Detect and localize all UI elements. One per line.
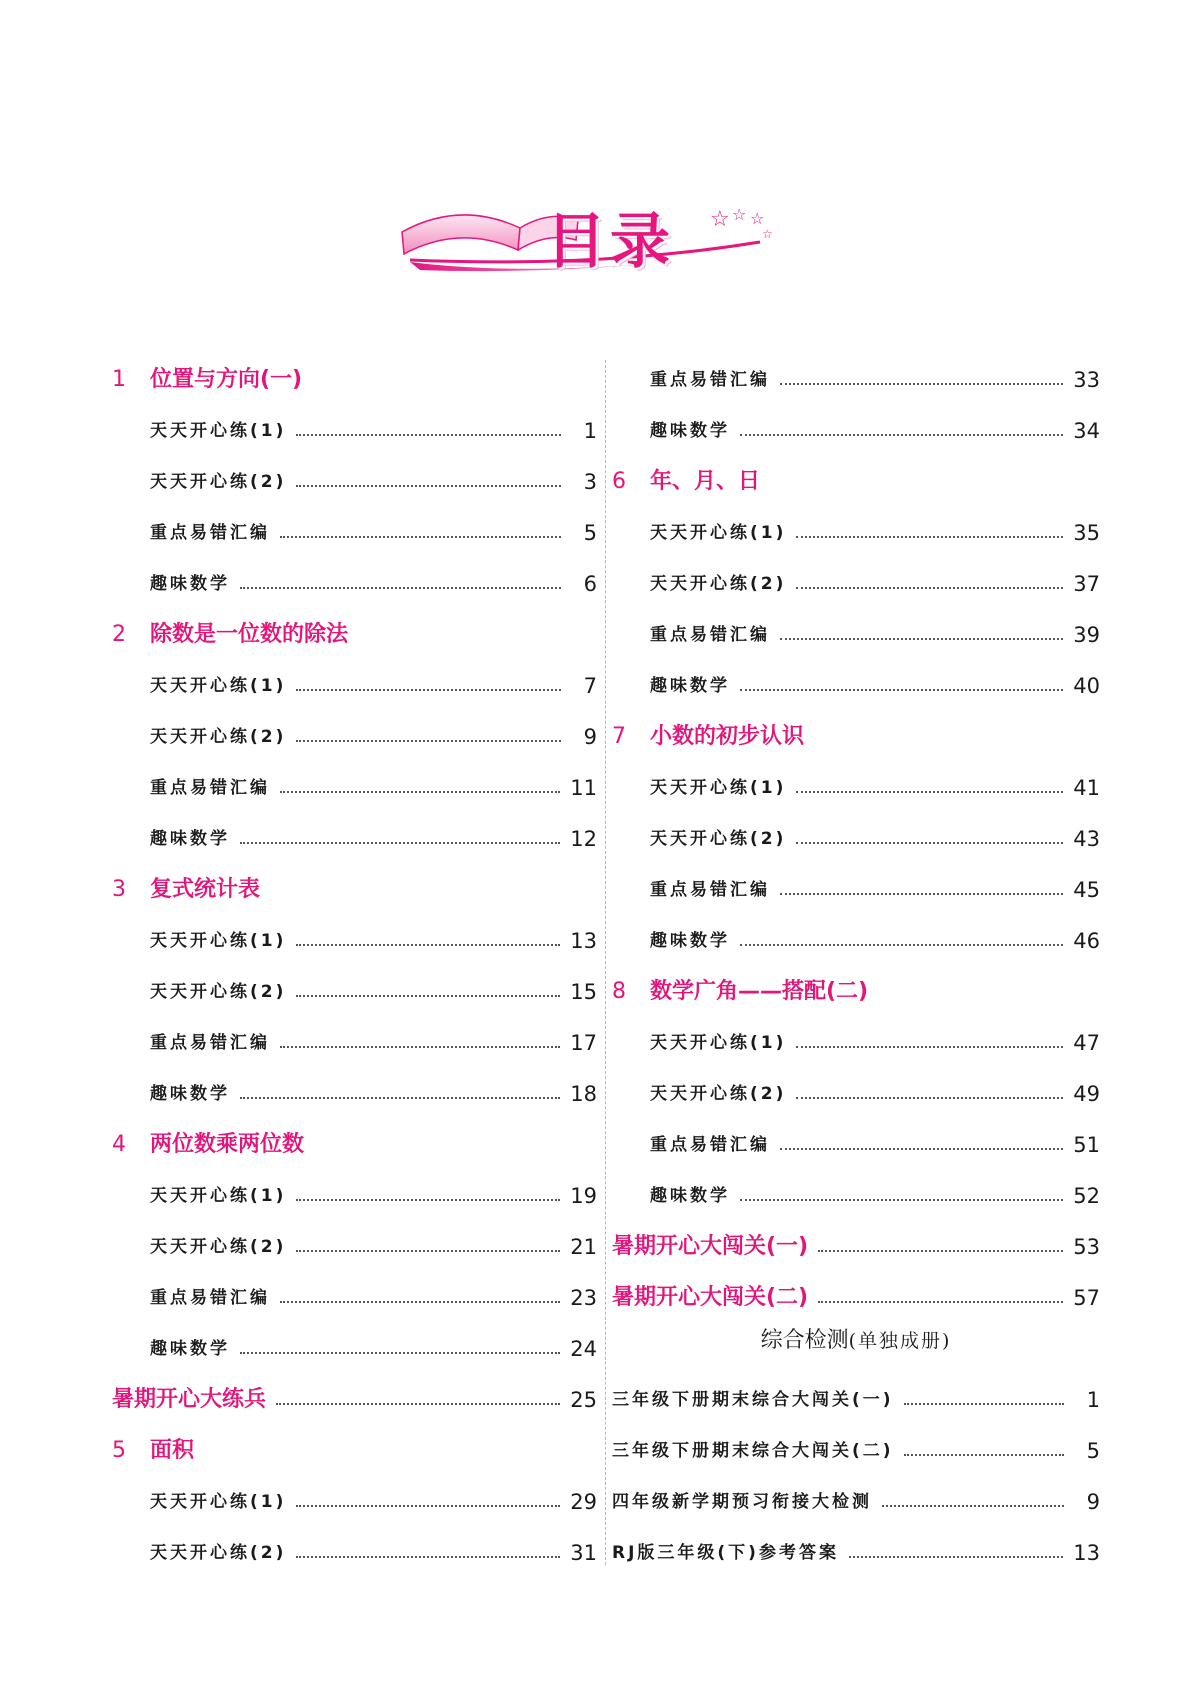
svg-text:☆: ☆ [710, 207, 730, 232]
toc-chapter[interactable] [612, 711, 1100, 762]
toc-banner [400, 180, 820, 290]
toc-entry[interactable] [112, 1476, 597, 1527]
page-number: 53 [1073, 1234, 1100, 1259]
dot-leader [904, 1454, 1064, 1456]
page-number: 11 [570, 775, 597, 800]
toc-entry[interactable] [112, 966, 597, 1017]
special-label: 暑期开心大闯关(二) [612, 1284, 809, 1310]
page-number: 33 [1073, 367, 1100, 392]
entry-label: 趣味数学 [150, 1338, 230, 1359]
toc-entry[interactable] [112, 1068, 597, 1119]
section-heading [612, 1323, 1100, 1374]
toc-entry[interactable] [112, 1272, 597, 1323]
toc-entry[interactable] [112, 456, 597, 507]
toc-entry[interactable] [112, 1323, 597, 1374]
toc-entry[interactable] [612, 1170, 1100, 1221]
chapter-number: 2 [112, 621, 126, 647]
toc-chapter[interactable] [112, 354, 597, 405]
toc-entry[interactable] [112, 762, 597, 813]
toc-special-entry[interactable] [112, 1374, 597, 1425]
page-number: 46 [1073, 928, 1100, 953]
toc-test-entry[interactable] [612, 1425, 1100, 1476]
dot-leader [780, 638, 1063, 640]
dot-leader [240, 842, 560, 844]
page-number: 35 [1073, 520, 1100, 545]
entry-label: 三年级下册期末综合大闯关(二) [612, 1440, 894, 1461]
entry-label: 天天开心练(2) [150, 981, 287, 1002]
chapter-number: 8 [612, 978, 626, 1004]
toc-entry[interactable] [112, 1170, 597, 1221]
toc-entry[interactable] [112, 1221, 597, 1272]
chapter-title: 位置与方向(一) [150, 366, 303, 392]
toc-entry[interactable] [612, 354, 1100, 405]
dot-leader [796, 842, 1063, 844]
toc-chapter[interactable] [112, 864, 597, 915]
page-number: 5 [1086, 1438, 1100, 1463]
entry-label: 天天开心练(2) [650, 828, 787, 849]
page-number: 15 [570, 979, 597, 1004]
toc-entry[interactable] [112, 405, 597, 456]
dot-leader [796, 1097, 1063, 1099]
entry-label: 天天开心练(1) [150, 420, 287, 441]
dot-leader [240, 1352, 560, 1354]
dot-leader [796, 791, 1063, 793]
page-number: 49 [1073, 1081, 1100, 1106]
dot-leader [904, 1403, 1064, 1405]
entry-label: 趣味数学 [650, 420, 730, 441]
section-note: (单独成册) [848, 1330, 952, 1352]
entry-label: 天天开心练(1) [650, 522, 787, 543]
toc-chapter[interactable] [612, 966, 1100, 1017]
dot-leader [780, 893, 1063, 895]
page-number: 13 [570, 928, 597, 953]
toc-entry[interactable] [612, 1119, 1100, 1170]
dot-leader [240, 1097, 560, 1099]
toc-entry[interactable] [612, 609, 1100, 660]
entry-label: 天天开心练(2) [150, 1542, 287, 1563]
dot-leader [296, 689, 561, 691]
dot-leader [740, 1199, 1063, 1201]
chapter-title: 除数是一位数的除法 [150, 621, 349, 647]
entry-label: 趣味数学 [150, 1083, 230, 1104]
dot-leader [849, 1556, 1063, 1558]
chapter-number: 3 [112, 876, 126, 902]
chapter-title: 数学广角——搭配(二) [650, 978, 869, 1004]
entry-label: 重点易错汇编 [650, 624, 770, 645]
dot-leader [818, 1250, 1063, 1252]
entry-label: 天天开心练(1) [650, 777, 787, 798]
entry-label: 天天开心练(1) [150, 1491, 287, 1512]
page-number: 7 [583, 673, 597, 698]
page-number: 31 [570, 1540, 597, 1565]
dot-leader [280, 791, 560, 793]
toc-entry[interactable] [612, 813, 1100, 864]
toc-special-entry[interactable] [612, 1272, 1100, 1323]
entry-label: 天天开心练(1) [150, 1185, 287, 1206]
entry-label: 三年级下册期末综合大闯关(一) [612, 1389, 894, 1410]
dot-leader [280, 1046, 560, 1048]
toc-entry[interactable] [112, 915, 597, 966]
page-number: 45 [1073, 877, 1100, 902]
toc-chapter[interactable] [612, 456, 1100, 507]
column-divider [605, 360, 606, 1565]
dot-leader [780, 383, 1063, 385]
dot-leader [280, 1301, 560, 1303]
toc-entry[interactable] [612, 558, 1100, 609]
dot-leader [796, 587, 1063, 589]
dot-leader [740, 689, 1063, 691]
toc-entry[interactable] [112, 711, 597, 762]
toc-chapter[interactable] [112, 1119, 597, 1170]
entry-label: 重点易错汇编 [650, 1134, 770, 1155]
toc-entry[interactable] [112, 813, 597, 864]
toc-entry[interactable] [612, 1068, 1100, 1119]
chapter-title: 面积 [150, 1437, 195, 1463]
dot-leader [818, 1301, 1063, 1303]
page-number: 25 [570, 1387, 597, 1412]
page-number: 21 [570, 1234, 597, 1259]
toc-entry[interactable] [612, 915, 1100, 966]
dot-leader [296, 1505, 560, 1507]
entry-label: 重点易错汇编 [650, 369, 770, 390]
page-number: 51 [1073, 1132, 1100, 1157]
chapter-title: 复式统计表 [150, 876, 261, 902]
toc-entry[interactable] [112, 660, 597, 711]
entry-label: 天天开心练(1) [150, 675, 287, 696]
toc-title: 目录 [546, 207, 674, 277]
page-number: 24 [570, 1336, 597, 1361]
dot-leader [780, 1148, 1063, 1150]
page-number: 5 [583, 520, 597, 545]
toc-left-column [112, 354, 597, 1578]
page-number: 12 [570, 826, 597, 851]
chapter-number: 4 [112, 1131, 126, 1157]
toc-entry[interactable] [612, 762, 1100, 813]
entry-label: RJ版三年级(下)参考答案 [612, 1542, 839, 1563]
page-number: 1 [583, 418, 597, 443]
page-number: 47 [1073, 1030, 1100, 1055]
svg-text:☆: ☆ [762, 227, 773, 241]
toc-entry[interactable] [112, 1527, 597, 1578]
toc-special-entry[interactable] [612, 1221, 1100, 1272]
page-number: 17 [570, 1030, 597, 1055]
page-number: 18 [570, 1081, 597, 1106]
toc-test-entry[interactable] [612, 1527, 1100, 1578]
dot-leader [296, 1199, 560, 1201]
page-number: 19 [570, 1183, 597, 1208]
toc-entry[interactable] [612, 660, 1100, 711]
page-number: 57 [1073, 1285, 1100, 1310]
entry-label: 天天开心练(1) [150, 930, 287, 951]
toc-right-column [612, 354, 1100, 1578]
entry-label: 重点易错汇编 [150, 522, 270, 543]
toc-test-entry[interactable] [612, 1374, 1100, 1425]
chapter-number: 7 [612, 723, 626, 749]
dot-leader [280, 536, 561, 538]
dot-leader [296, 1250, 560, 1252]
entry-label: 天天开心练(2) [150, 1236, 287, 1257]
dot-leader [276, 1403, 560, 1405]
page-number: 6 [583, 571, 597, 596]
entry-label: 重点易错汇编 [150, 777, 270, 798]
dot-leader [296, 740, 561, 742]
page-number: 34 [1073, 418, 1100, 443]
svg-text:☆: ☆ [750, 209, 765, 228]
toc-test-entry[interactable] [612, 1476, 1100, 1527]
entry-label: 天天开心练(2) [650, 573, 787, 594]
entry-label: 趣味数学 [650, 1185, 730, 1206]
entry-label: 趣味数学 [150, 573, 230, 594]
chapter-number: 1 [112, 366, 126, 392]
toc-entry[interactable] [112, 507, 597, 558]
toc-entry[interactable] [612, 1017, 1100, 1068]
chapter-number: 6 [612, 468, 626, 494]
entry-label: 重点易错汇编 [650, 879, 770, 900]
dot-leader [882, 1505, 1064, 1507]
entry-label: 四年级新学期预习衔接大检测 [612, 1491, 872, 1512]
page-number: 52 [1073, 1183, 1100, 1208]
entry-label: 天天开心练(2) [650, 1083, 787, 1104]
chapter-number: 5 [112, 1437, 126, 1463]
dot-leader [740, 434, 1063, 436]
dot-leader [296, 1556, 560, 1558]
svg-text:☆: ☆ [732, 205, 747, 224]
toc-entry[interactable] [612, 864, 1100, 915]
page-number: 39 [1073, 622, 1100, 647]
special-label: 暑期开心大闯关(一) [612, 1233, 809, 1259]
page-number: 1 [1086, 1387, 1100, 1412]
toc-entry[interactable] [112, 558, 597, 609]
entry-label: 天天开心练(2) [150, 471, 287, 492]
dot-leader [796, 536, 1063, 538]
toc-entry[interactable] [612, 405, 1100, 456]
dot-leader [296, 485, 561, 487]
page-number: 23 [570, 1285, 597, 1310]
entry-label: 重点易错汇编 [150, 1032, 270, 1053]
page-number: 37 [1073, 571, 1100, 596]
toc-chapter[interactable] [112, 609, 597, 660]
chapter-title: 小数的初步认识 [650, 723, 805, 749]
dot-leader [740, 944, 1063, 946]
entry-label: 趣味数学 [150, 828, 230, 849]
dot-leader [296, 995, 560, 997]
entry-label: 重点易错汇编 [150, 1287, 270, 1308]
dot-leader [296, 944, 560, 946]
toc-entry[interactable] [112, 1017, 597, 1068]
entry-label: 趣味数学 [650, 675, 730, 696]
page-number: 13 [1073, 1540, 1100, 1565]
section-title: 综合检测 [760, 1328, 849, 1353]
page-number: 9 [583, 724, 597, 749]
page-number: 29 [570, 1489, 597, 1514]
entry-label: 趣味数学 [650, 930, 730, 951]
page-number: 3 [583, 469, 597, 494]
page-number: 43 [1073, 826, 1100, 851]
dot-leader [296, 434, 561, 436]
page-number: 9 [1086, 1489, 1100, 1514]
special-label: 暑期开心大练兵 [112, 1386, 267, 1412]
dot-leader [796, 1046, 1063, 1048]
toc-chapter[interactable] [112, 1425, 597, 1476]
chapter-title: 年、月、日 [650, 468, 761, 494]
entry-label: 天天开心练(1) [650, 1032, 787, 1053]
dot-leader [240, 587, 561, 589]
page-number: 41 [1073, 775, 1100, 800]
chapter-title: 两位数乘两位数 [150, 1131, 305, 1157]
toc-entry[interactable] [612, 507, 1100, 558]
page-number: 40 [1073, 673, 1100, 698]
entry-label: 天天开心练(2) [150, 726, 287, 747]
